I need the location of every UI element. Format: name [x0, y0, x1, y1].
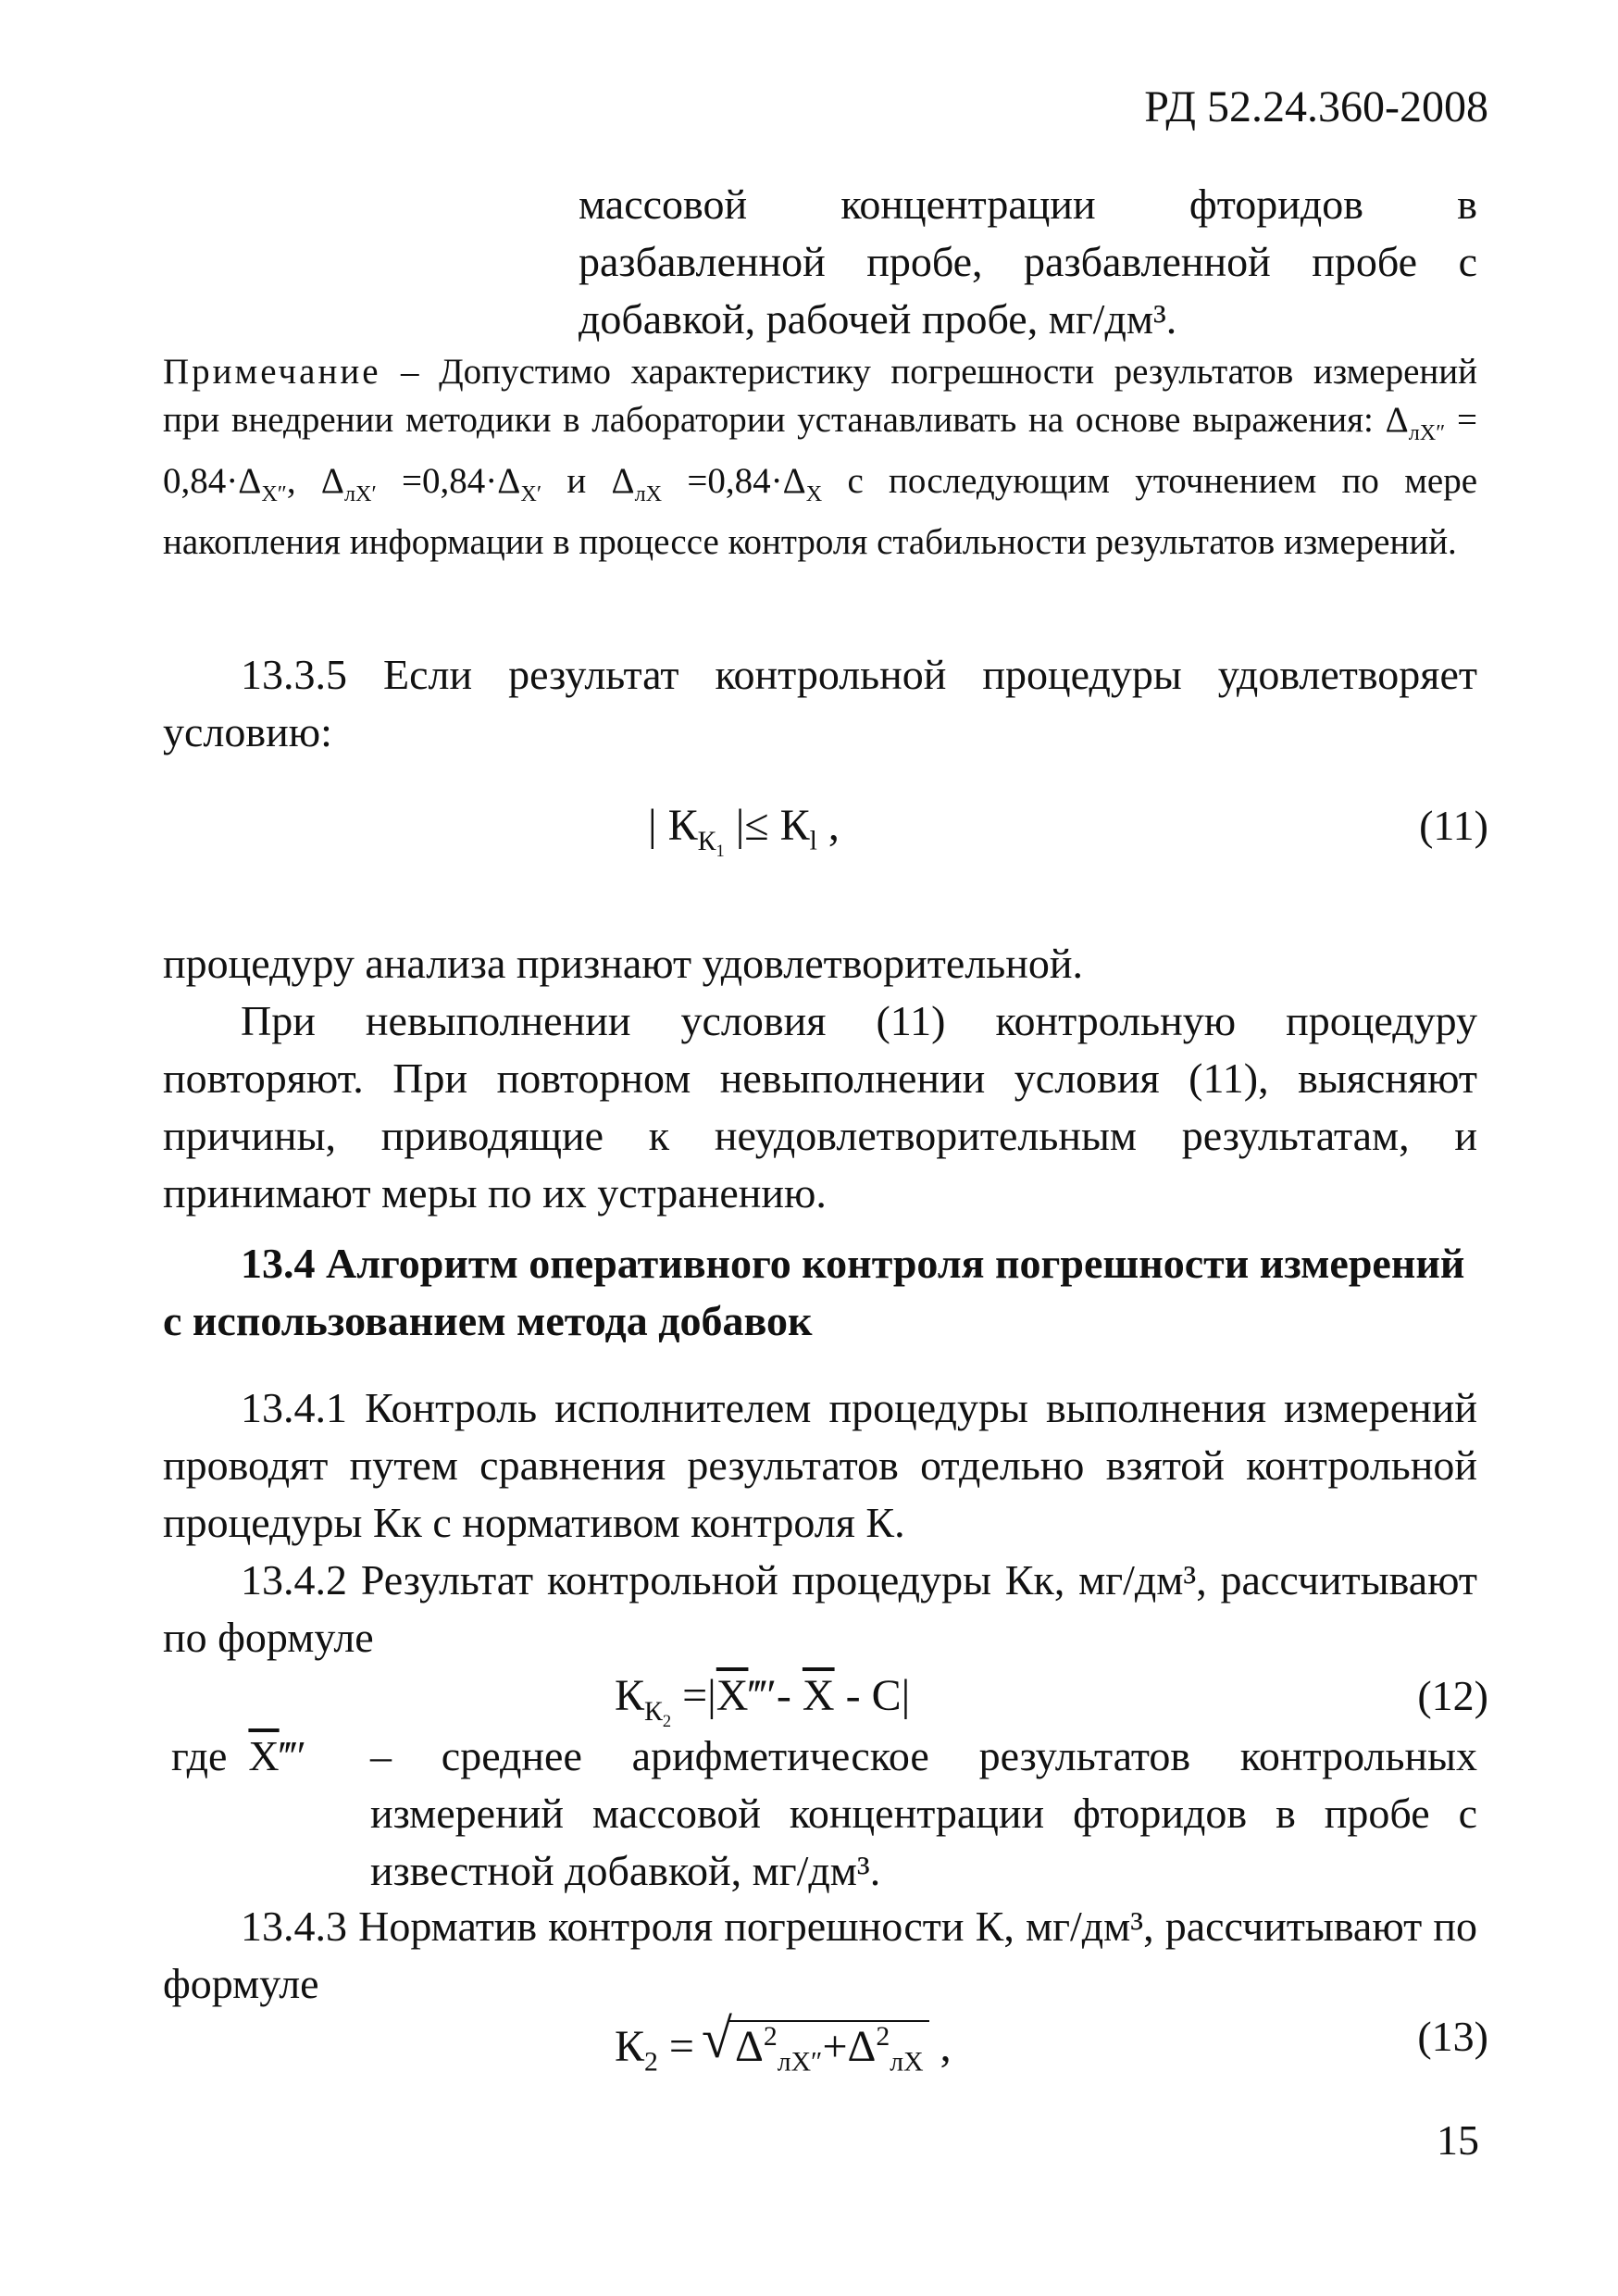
section-13-4-1: 13.4.1 Контроль исполнителем процедуры выполнения измерений проводят путем сравнения результатов отдельно взятой контрольной процедуры Кк с нормативом контроля К. — [163, 1384, 1477, 1546]
equation-11-number: (11) — [1419, 802, 1488, 849]
equation-12-number: (12) — [1417, 1672, 1488, 1719]
repeat-procedure-paragraph: При невыполнении условия (11) контрольную процедуру повторяют. При повторном невыполнении условия (11), выясняют причины, приводящие к неудовлетворительным результатам, и принимают меры по их устранению. — [163, 997, 1477, 1217]
where-word: где — [171, 1732, 228, 1779]
note-label: Примечание — [163, 352, 381, 392]
x-bar-symbol: $\overline{X}$ — [248, 1732, 280, 1779]
where-text: – среднее арифметическое результатов контрольных измерений массовой концентрации фторидов в пробе с известной добавкой, мг/дм³. — [370, 1732, 1477, 1894]
equation-13-number: (13) — [1417, 2013, 1488, 2060]
intro-continuation: массовой концентрации фторидов в разбавленной пробе, разбавленной пробе с добавкой, рабочей пробе, мг/дм³. — [579, 181, 1477, 343]
equation-13: $К_2$ = √ $\Delta^2_{лX''}+\Delta^2_{лX}$ , — [615, 2009, 952, 2090]
where-definition — [370, 1728, 1477, 1900]
document-code: РД 52.24.360-2008 — [1144, 82, 1488, 131]
page-number: 15 — [1437, 2116, 1479, 2164]
section-13-4-heading: 13.4 Алгоритм оперативного контроля погрешности измерений с использованием метода добавок — [163, 1240, 1465, 1344]
section-13-4-3: 13.4.3 Норматив контроля погрешности К, мг/дм³, рассчитывают по формуле — [163, 1903, 1477, 2007]
acceptance-text: процедуру анализа признают удовлетворительной. — [163, 940, 1083, 987]
note-paragraph — [163, 348, 1477, 567]
where-label: где $\overline{X}‴'$ — [171, 1732, 306, 1779]
note-text-1: – Допустимо характеристику погрешности результатов измерений при внедрении методики в лаборатории устанавливать на основе выражения: — [163, 352, 1477, 440]
section-13-3-5: 13.3.5 Если результат контрольной процедуры удовлетворяет условию: — [163, 651, 1477, 755]
section-13-4-2: 13.4.2 Результат контрольной процедуры Кк, мг/дм³, рассчитывают по формуле — [163, 1556, 1477, 1661]
note-text-2: с последующим уточнением по мере накопления информации в процессе контроля стабильности результатов измерений. — [163, 460, 1477, 562]
equation-11: | $К_{К_1}$ |≤ $К_l$ , — [648, 801, 840, 860]
note-expression: $\Delta_{лX''} = 0,84\cdot\Delta_{X''}$, $\Delta_{лX'} =0,84\cdot\Delta_{X'}$ и $\Delta_{лX} =0,84\cdot\Delta_X$ — [163, 400, 1477, 506]
sqrt-symbol: √ $\Delta^2_{лX''}+\Delta^2_{лX}$ — [705, 2009, 929, 2090]
equation-12: $К_{К_2}$ $=|\overline{X}‴'-$ $\overline{X} - С|$ — [615, 1671, 911, 1730]
